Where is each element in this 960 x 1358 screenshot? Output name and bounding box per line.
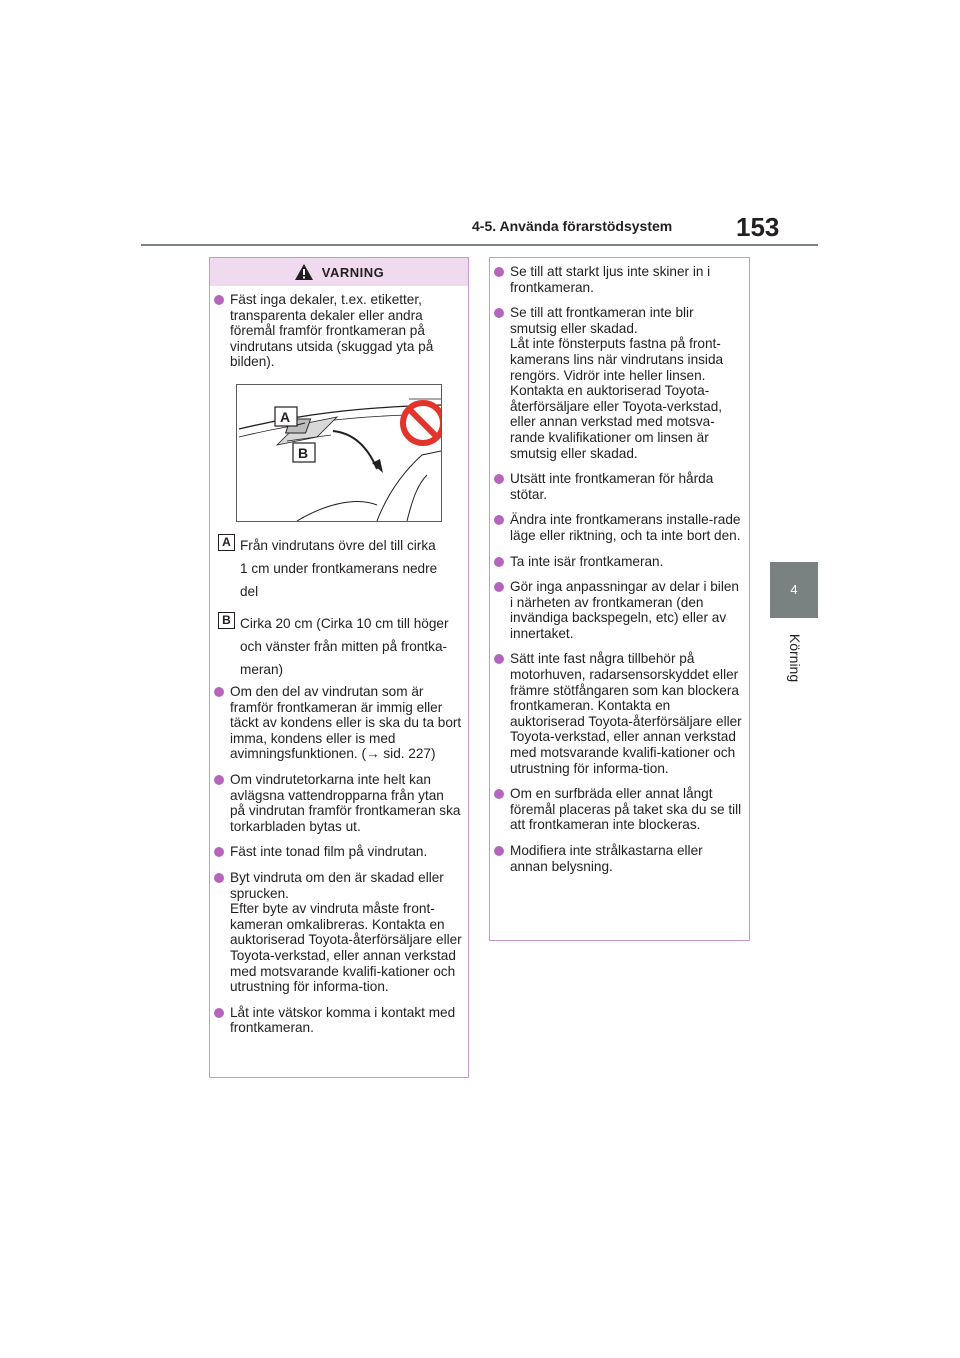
bullet-icon — [494, 515, 504, 525]
list-item-text: Fäst inga dekaler, t.ex. etiketter, transparenta dekaler eller andra föremål framför frontkameran på vindrutans utsida (skuggad yta på bilden). — [230, 292, 434, 370]
list-item — [492, 512, 744, 543]
warning-intro-list — [212, 292, 462, 380]
svg-text:B: B — [298, 445, 309, 461]
chapter-label — [786, 628, 804, 688]
list-item — [212, 684, 462, 762]
list-item — [212, 844, 462, 860]
bullet-icon — [214, 847, 224, 857]
svg-text:A: A — [280, 409, 291, 425]
list-item-text: Om vindrutetorkarna inte helt kan avlägsna vattendropparna från ytan på vindrutan framför frontkameran ska torkarbladen bytas ut. — [230, 771, 461, 834]
section-title: 4-5. Använda förarstödsystem — [472, 218, 673, 234]
bullet-icon — [214, 775, 224, 785]
label-b-text: Cirka 20 cm (Cirka 10 cm till höger och vänster från mitten på frontka- meran) — [240, 616, 449, 677]
list-item — [492, 651, 744, 776]
list-item-text: Om den del av vindrutan som är framför frontkameran är immig eller täckt av kondens eller is ska du ta bort imma, kondens eller is med avimningsfunktionen. (→ sid. 227) — [230, 684, 462, 762]
bullet-icon — [214, 1008, 224, 1018]
warning-box-continued — [489, 257, 750, 941]
list-item — [492, 786, 744, 833]
list-item-text: Byt vindruta om den är skadad eller sprucken. Efter byte av vindruta måste front-kameran omkalibreras. Kontakta en auktoriserad Toyota-återförsäljare eller Toyota-verkstad, eller annan verkstad med motsvarande kvalifi-kationer och utrustning för informa-tion. — [230, 869, 462, 995]
bullet-icon — [494, 846, 504, 856]
list-item-text: Gör inga anpassningar av delar i bilen i närheten av frontkameran (den invändiga backspegeln, etc) eller av innertaket. — [510, 579, 739, 641]
list-item-text: Fäst inte tonad film på vindrutan. — [230, 844, 428, 860]
warning-list-continued — [492, 264, 744, 884]
bullet-icon — [494, 308, 504, 318]
list-item — [212, 292, 462, 370]
list-item-text: Ta inte isär frontkameran. — [510, 553, 664, 569]
list-item-text: Se till att frontkameran inte blir smutsig eller skadad. Låt inte fönsterputs fastna på front-kamerans lins när vindrutans insida rengörs. Vidrör inte heller linsen. Kontakta en auktoriserad Toyota-återförsäljare eller Toyota-verkstad, eller annan verkstad med motsva-rande kvalifikationer om linsen är smutsig eller skadad. — [510, 305, 724, 461]
list-item — [492, 554, 744, 570]
bullet-icon — [494, 267, 504, 277]
bullet-icon — [494, 654, 504, 664]
bullet-icon — [494, 557, 504, 567]
bullet-icon — [494, 789, 504, 799]
label-a-badge: A — [218, 534, 235, 551]
windshield-camera-figure — [236, 384, 442, 522]
header-rule — [141, 244, 818, 246]
warning-box — [209, 257, 469, 1078]
label-a-text: Från vindrutans övre del till cirka 1 cm under frontkamerans nedre del — [240, 538, 438, 599]
bullet-icon — [494, 474, 504, 484]
list-item — [492, 579, 744, 641]
list-item-text: Utsätt inte frontkameran för hårda stötar. — [510, 471, 714, 502]
bullet-icon — [214, 873, 224, 883]
warning-header — [210, 258, 468, 286]
list-item — [212, 772, 462, 834]
warning-list — [212, 684, 462, 1046]
list-item-text: Låt inte vätskor komma i kontakt med frontkameran. — [230, 1004, 456, 1036]
windshield-illustration — [237, 385, 441, 521]
list-item-text: Ändra inte frontkamerans installe-rade läge eller riktning, och ta inte bort den. — [510, 512, 741, 543]
bullet-icon — [214, 687, 224, 697]
list-item — [492, 471, 744, 502]
warning-triangle-icon — [294, 263, 314, 281]
page-number: 153 — [736, 212, 780, 242]
list-item-text: Om en surfbräda eller annat långt föremål placeras på taket ska du se till att frontkameran inte blockeras. — [510, 786, 742, 833]
chapter-tab — [770, 562, 818, 618]
list-item-text: Sätt inte fast några tillbehör på motorhuven, radarsensorskyddet eller främre stötfångaren som kan blockera frontkameran. Kontakta en auktoriserad Toyota-återförsäljare eller Toyota-verkstad, eller annan verkstad med motsvarande kvalifi-kationer och utrustning för informa-tion. — [510, 651, 742, 776]
bullet-icon — [214, 295, 224, 305]
label-b-badge: B — [218, 612, 235, 629]
list-item — [492, 843, 744, 874]
warning-title: VARNING — [321, 264, 385, 280]
list-item-text: Modifiera inte strålkastarna eller annan belysning. — [510, 843, 703, 874]
bullet-icon — [494, 582, 504, 592]
list-item — [212, 1005, 462, 1036]
chapter-number: 4 — [790, 582, 798, 597]
list-item — [212, 870, 462, 995]
list-item — [492, 264, 744, 295]
list-item-text: Se till att starkt ljus inte skiner in i frontkameran. — [510, 264, 711, 295]
list-item — [492, 305, 744, 461]
chapter-label-text: Körning — [787, 633, 803, 683]
